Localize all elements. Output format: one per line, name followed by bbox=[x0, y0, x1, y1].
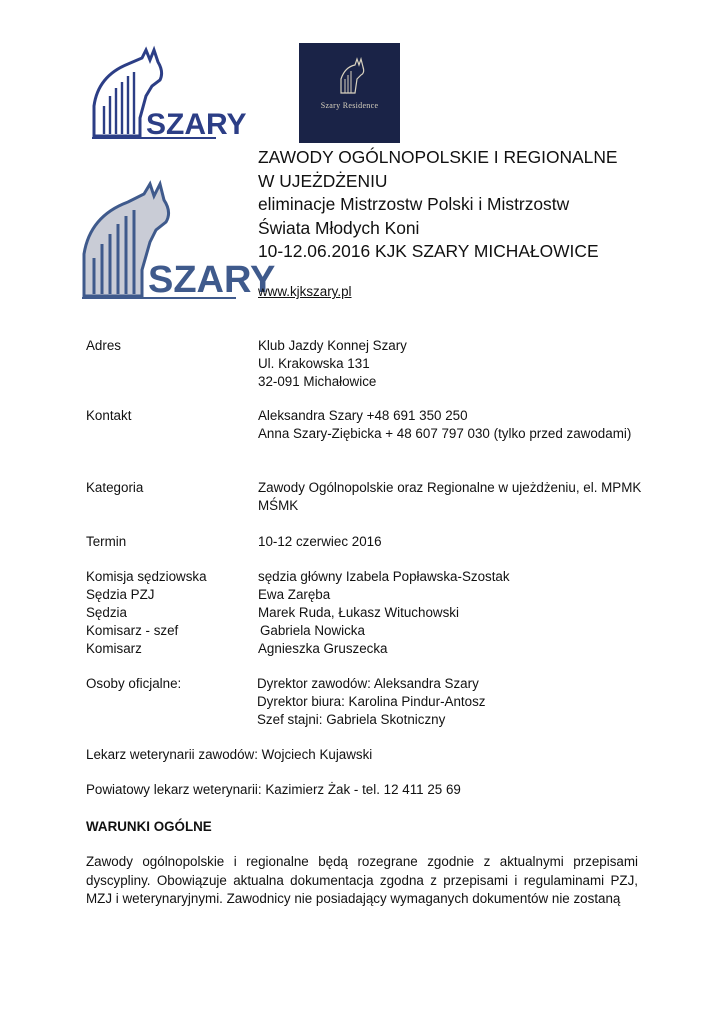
szary-logo-small bbox=[88, 46, 247, 142]
warunki-paragraph: Zawody ogólnopolskie i regionalne będą rozegrane zgodnie z aktualnymi przepisami dyscypliny. Obowiązuje aktualna dokumentacja zgodna z przepisami i regulaminami PZJ, MZJ i weterynaryjnymi. Zawodnicy nie posiadający wymaganych dokumentów nie zostaną bbox=[86, 854, 638, 906]
komisja-value: Ewa Zaręba bbox=[258, 587, 331, 602]
kategoria-line: Zawody Ogólnopolskie oraz Regionalne w ujeżdżeniu, el. MPMK bbox=[258, 480, 642, 495]
logo-large-text: SZARY bbox=[148, 259, 276, 301]
komisja-values bbox=[258, 568, 510, 658]
title-line: eliminacje Mistrzostw Polski i Mistrzostw bbox=[258, 194, 570, 214]
adres-label: Adres bbox=[86, 338, 121, 353]
termin-label: Termin bbox=[86, 534, 127, 549]
szary-logo-large bbox=[80, 180, 276, 302]
powiatowy-lekarz: Powiatowy lekarz weterynarii: Kazimierz Żak - tel. 12 411 25 69 bbox=[86, 782, 461, 797]
komisja-label: Komisarz bbox=[86, 641, 142, 656]
szary-residence-logo bbox=[299, 43, 400, 143]
termin-value: 10-12 czerwiec 2016 bbox=[258, 534, 382, 549]
osoby-line: Dyrektor biura: Karolina Pindur-Antosz bbox=[257, 694, 486, 709]
horse-head-large-icon bbox=[80, 180, 276, 302]
event-title bbox=[258, 146, 698, 264]
komisja-labels bbox=[86, 568, 207, 658]
osoby-line: Szef stajni: Gabriela Skotniczny bbox=[257, 712, 446, 727]
kategoria-value bbox=[258, 479, 641, 515]
warunki-heading: WARUNKI OGÓLNE bbox=[86, 819, 212, 834]
osoby-value bbox=[257, 675, 485, 729]
komisja-label: Komisarz - szef bbox=[86, 623, 179, 638]
osoby-line: Dyrektor zawodów: Aleksandra Szary bbox=[257, 676, 479, 691]
adres-line: Klub Jazdy Konnej Szary bbox=[258, 338, 407, 353]
komisja-value: Marek Ruda, Łukasz Wituchowski bbox=[258, 605, 459, 620]
komisja-value: Agnieszka Gruszecka bbox=[258, 641, 388, 656]
komisja-label: Sędzia bbox=[86, 605, 127, 620]
horse-head-icon bbox=[88, 46, 247, 142]
website-link[interactable]: www.kjkszary.pl bbox=[258, 284, 352, 299]
osoby-label: Osoby oficjalne: bbox=[86, 676, 182, 691]
kontakt-line: Anna Szary-Ziębicka + 48 607 797 030 (tylko przed zawodami) bbox=[258, 426, 632, 441]
adres-line: 32-091 Michałowice bbox=[258, 374, 377, 389]
adres-line: Ul. Krakowska 131 bbox=[258, 356, 370, 371]
kategoria-label: Kategoria bbox=[86, 480, 144, 495]
residence-horse-icon bbox=[299, 43, 400, 103]
adres-value bbox=[258, 337, 407, 391]
title-line: ZAWODY OGÓLNOPOLSKIE I REGIONALNE bbox=[258, 147, 618, 167]
residence-name: Szary Residence bbox=[320, 101, 379, 110]
komisja-label: Komisja sędziowska bbox=[86, 569, 207, 584]
title-line: 10-12.06.2016 KJK SZARY MICHAŁOWICE bbox=[258, 241, 599, 261]
kontakt-label: Kontakt bbox=[86, 408, 132, 423]
title-line: W UJEŻDŻENIU bbox=[258, 170, 388, 191]
komisja-value: sędzia główny Izabela Popławska-Szostak bbox=[258, 569, 510, 584]
kategoria-line: MŚMK bbox=[258, 498, 299, 513]
title-line: Świata Młodych Koni bbox=[258, 217, 420, 238]
lekarz-weterynarii: Lekarz weterynarii zawodów: Wojciech Kujawski bbox=[86, 747, 373, 762]
kontakt-line: Aleksandra Szary +48 691 350 250 bbox=[258, 408, 468, 423]
komisja-label: Sędzia PZJ bbox=[86, 587, 155, 602]
komisja-value: Gabriela Nowicka bbox=[260, 623, 365, 638]
kontakt-value bbox=[258, 407, 631, 443]
logo-small-text: SZARY bbox=[146, 108, 247, 141]
